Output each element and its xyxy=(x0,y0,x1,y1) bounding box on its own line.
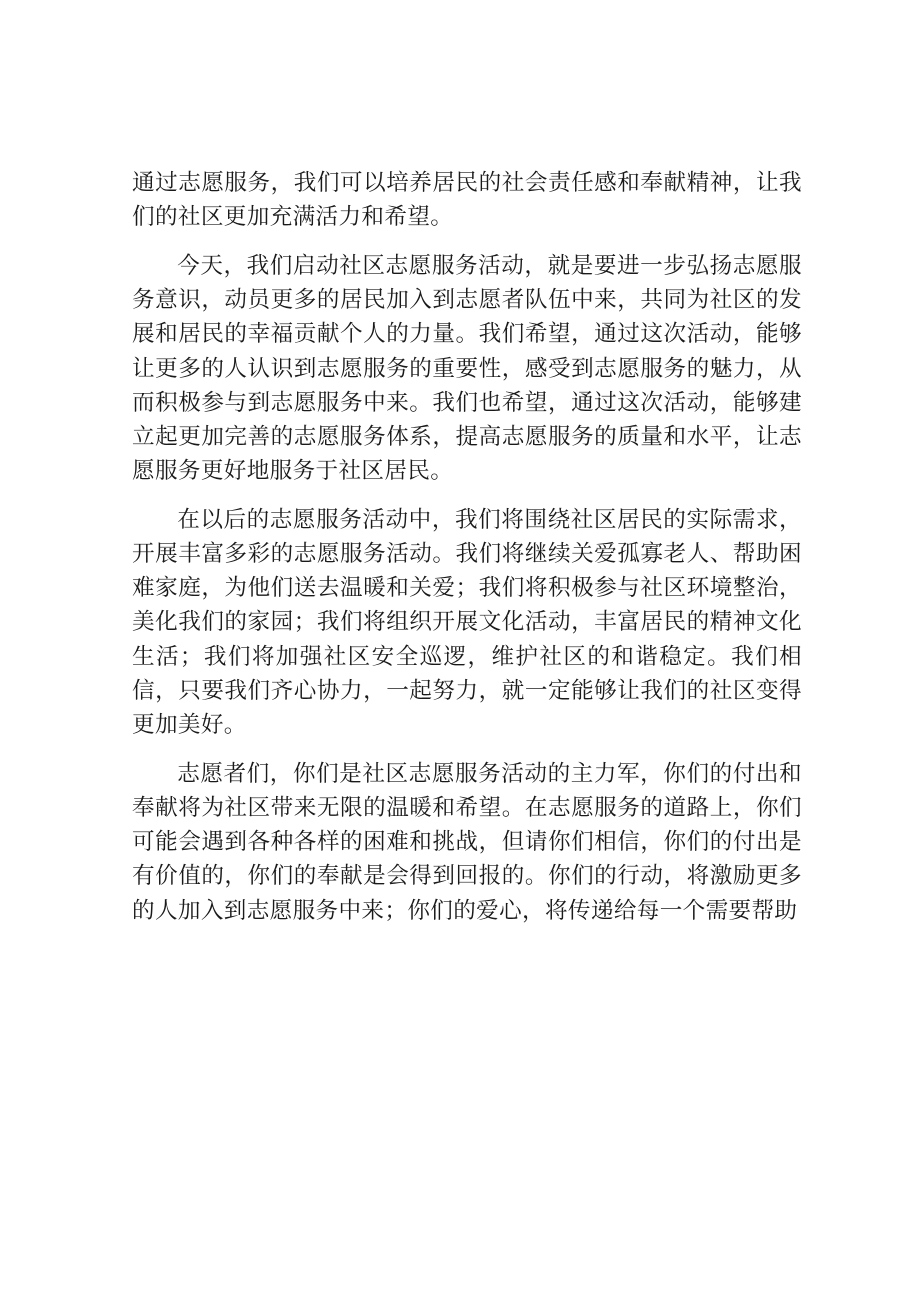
paragraph-launch-activity: 今天，我们启动社区志愿服务活动，就是要进一步弘扬志愿服务意识，动员更多的居民加入到志愿者队伍中来，共同为社区的发展和居民的幸福贡献个人的力量。我们希望，通过这次活动，能够让更多的人认识到志愿服务的重要性，感受到志愿服务的魅力，从而积极参与到志愿服务中来。我们也希望，通过这次活动，能够建立起更加完善的志愿服务体系，提高志愿服务的质量和水平，让志愿服务更好地服务于社区居民。 xyxy=(132,252,802,485)
paragraph-future-activities: 在以后的志愿服务活动中，我们将围绕社区居民的实际需求，开展丰富多彩的志愿服务活动。我们将继续关爱孤寡老人、帮助困难家庭，为他们送去温暖和关爱；我们将积极参与社区环境整治，美化我们的家园；我们将组织开展文化活动，丰富居民的精神文化生活；我们将加强社区安全巡逻，维护社区的和谐稳定。我们相信，只要我们齐心协力，一起努力，就一定能够让我们的社区变得更加美好。 xyxy=(132,506,802,739)
document-body xyxy=(132,166,802,942)
paragraph-volunteers: 志愿者们，你们是社区志愿服务活动的主力军，你们的付出和奉献将为社区带来无限的温暖和希望。在志愿服务的道路上，你们可能会遇到各种各样的困难和挑战，但请你们相信，你们的付出是有价值的，你们的奉献是会得到回报的。你们的行动，将激励更多的人加入到志愿服务中来；你们的爱心，将传递给每一个需要帮助 xyxy=(132,760,802,924)
paragraph-continuation: 通过志愿服务，我们可以培养居民的社会责任感和奉献精神，让我们的社区更加充满活力和希望。 xyxy=(132,170,802,231)
